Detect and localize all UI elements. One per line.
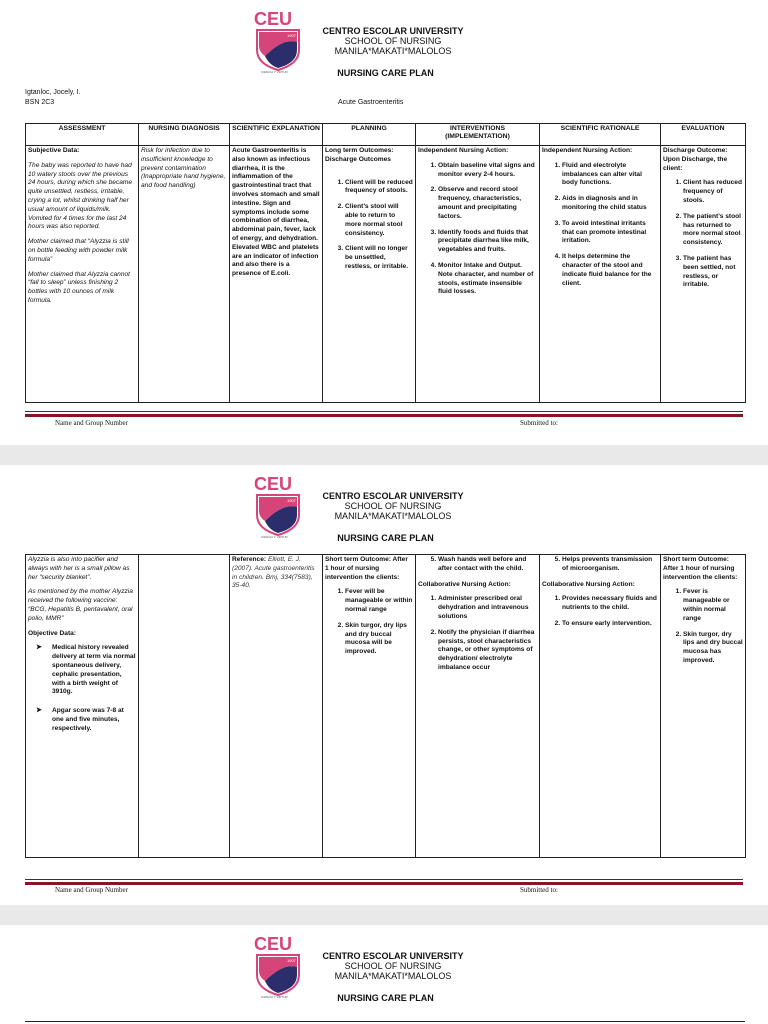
page-1 (0, 0, 768, 445)
student-section: BSN 2C3 (25, 99, 55, 106)
footer-rule (25, 882, 743, 885)
interventions-cell (416, 555, 540, 858)
planning-cell (323, 146, 416, 403)
col-scientific-rationale: SCIENTIFIC RATIONALE (540, 124, 661, 146)
list-item: 2. Skin turgor, dry lips and dry buccal mucosa will be improved. (345, 622, 413, 657)
list-item: 3. Identify foods and fluids that precipitate diarrhea like milk, vegetables and fruits. (438, 229, 537, 255)
plan-title: NURSING CARE PLAN (337, 533, 434, 543)
table-row (26, 555, 746, 858)
care-plan-table (25, 123, 746, 403)
page-header (0, 0, 768, 100)
evaluation-heading: Short term Outcome: After 1 hour of nursing intervention the clients: (663, 556, 738, 581)
ceu-logo (253, 473, 303, 539)
logo-motto: CIENCIA Y VIRTUD (261, 535, 288, 539)
campuses: MANILA*MAKATI*MALOLOS (334, 46, 452, 56)
evaluation-heading: Discharge Outcome: Upon Discharge, the client: (663, 147, 728, 172)
student-info (25, 88, 81, 108)
evaluation-cell (661, 555, 746, 858)
campuses: MANILA*MAKATI*MALOLOS (334, 971, 452, 981)
list-item: ➤ Apgar score was 7-8 at one and five minutes, respectively. (34, 707, 136, 733)
col-planning: PLANNING (323, 124, 416, 146)
assessment-para: As mentioned by the mother Alyzzia received the following vaccine: “BCG, Hepatitis B, pentavalent, oral polio, MMR” (28, 588, 133, 622)
footer-submitted-to: Submitted to: (520, 886, 558, 894)
page-header (0, 925, 768, 1024)
rationale-heading: Independent Nursing Action: (542, 147, 633, 154)
logo-year: 1907 (287, 958, 296, 963)
list-item: 1. Client has reduced frequency of stools. (683, 179, 743, 205)
student-name: Igtanloc, Jocely, I. (25, 89, 81, 96)
rationale-collab-heading: Collaborative Nursing Action: (542, 580, 635, 588)
footer-rule (25, 879, 743, 880)
objective-heading: Objective Data: (28, 629, 77, 637)
rationale-cell (540, 555, 661, 858)
reference-cell (230, 555, 323, 858)
list-item: 4. It helps determine the character of the stool and indicate fluid balance for the client. (562, 253, 658, 288)
explanation-cell: Acute Gastroenteritis is also known as infectious diarrhea, it is the inflammation of the gastrointestinal tract that involves stomach and small intestine. Sign and symptoms include some combination of diarrhea, abdominal pain, fever, lack of energy, and dehydration. Elevated WBC and platelets are an indicator of infection and also there is a presence of E.coli. (230, 146, 323, 403)
list-item: 1. Fever will be manageable or within normal range (345, 588, 413, 614)
diagnosis-cell (139, 555, 230, 858)
col-nursing-diagnosis: NURSING DIAGNOSIS (139, 124, 230, 146)
assessment-para: The baby was reported to have had 10 watery stools over the previous 24 hours, during which she became quite unsettled, restless, irritable, crying a lot, whilst drinking half her usual amount of liquids/milk. Vomited for 4 times for the last 24 hours was also reported. (28, 161, 133, 231)
assessment-para: Mother claimed that “Alyzzia is still on bottle feeding with powder milk formula” (28, 238, 129, 263)
col-interventions: INTERVENTIONS (IMPLEMENTATION) (416, 124, 540, 146)
list-item: 1. Administer prescribed oral dehydration and intravenous solutions (438, 595, 537, 621)
assessment-para: Alyzzia is also into pacifier and always with her is a small pillow as her “security blanket”. (28, 556, 130, 581)
list-item: 1. Fluid and electrolyte imbalances can alter vital body functions. (562, 162, 658, 188)
diagnosis-cell: Risk for infection due to insufficient knowledge to prevent contamination (Inappropriate hand hygiene, and food handling) (139, 146, 230, 403)
logo-motto: CIENCIA Y VIRTUD (261, 70, 288, 74)
reference-label: Reference: (232, 556, 267, 563)
school-name: SCHOOL OF NURSING (344, 961, 442, 971)
university-name: CENTRO ESCOLAR UNIVERSITY (322, 491, 464, 501)
school-info (313, 491, 473, 521)
list-item: 3. To avoid intestinal irritants that can promote intestinal irritation. (562, 220, 658, 246)
subjective-heading: Subjective Data: (28, 147, 80, 154)
planning-heading: Long term Outcomes: Discharge Outcomes (325, 147, 394, 163)
plan-title: NURSING CARE PLAN (337, 68, 434, 78)
logo-text: CEU (254, 934, 293, 954)
planning-cell (323, 555, 416, 858)
list-item: 2. The patient’s stool has returned to more normal stool consistency. (683, 213, 743, 248)
ceu-logo (253, 933, 303, 999)
table-header-row (26, 124, 746, 146)
list-item: 3. Client will no longer be unsettled, restless, or irritable. (345, 245, 413, 271)
list-item: 2. Notify the physician if diarrhea persists, stool characteristics change, or other symptoms of dehydration/ electrolyte imbalance occur (438, 629, 537, 673)
list-item: ➤ Medical history revealed delivery at term via normal spontaneous delivery, cephalic presentation, with a birth weight of 3910g. (34, 644, 136, 697)
campuses: MANILA*MAKATI*MALOLOS (334, 511, 452, 521)
list-item: 3. The patient has been settled, not restless, or irritable. (683, 255, 743, 290)
list-item: 1. Provides necessary fluids and nutrients to the child. (562, 595, 658, 613)
assessment-para: Mother claimed that Alyzzia cannot “fall to sleep” unless finishing 2 bottles with 10 ounces of milk formula. (28, 270, 131, 304)
university-name: CENTRO ESCOLAR UNIVERSITY (322, 26, 464, 36)
logo-year: 1907 (287, 498, 296, 503)
list-item: 4. Monitor Intake and Output. Note character, and number of stools, estimate insensible fluid losses. (438, 262, 537, 297)
care-plan-table (25, 554, 746, 858)
interventions-cell (416, 146, 540, 403)
list-item: 1. Client will be reduced frequency of stools. (345, 179, 413, 197)
diagnosis-title: Acute Gastroenteritis (338, 99, 404, 106)
list-item: 5. Wash hands well before and after contact with the child. (438, 556, 537, 574)
footer-name-group: Name and Group Number (55, 419, 128, 427)
list-item: 5. Helps prevents transmission of microorganism. (562, 556, 658, 574)
table-top-border (25, 1021, 745, 1022)
school-name: SCHOOL OF NURSING (344, 501, 442, 511)
plan-title: NURSING CARE PLAN (337, 993, 434, 1003)
reference-text: Elliott, E. J. (2007). Acute gastroenteritis in children. Bmj, 334(7583), 35-40. (232, 556, 315, 590)
col-evaluation: EVALUATION (661, 124, 746, 146)
rationale-cell (540, 146, 661, 403)
footer-submitted-to: Submitted to: (520, 419, 558, 427)
school-info (313, 951, 473, 981)
interventions-heading: Independent Nursing Action: (418, 147, 509, 154)
logo-text: CEU (254, 474, 293, 494)
page-header (0, 465, 768, 565)
collab-heading: Collaborative Nursing Action: (418, 580, 511, 588)
col-scientific-explanation: SCIENTIFIC EXPLANATION (230, 124, 323, 146)
footer-name-group: Name and Group Number (55, 886, 128, 894)
planning-heading: Short term Outcome: After 1 hour of nursing intervention the clients: (325, 556, 408, 581)
page-3 (0, 925, 768, 1024)
school-info (313, 26, 473, 56)
evaluation-cell (661, 146, 746, 403)
footer-rule (25, 411, 743, 412)
table-row (26, 146, 746, 403)
list-item: 2. Client’s stool will able to return to more normal stool consistency. (345, 203, 413, 238)
footer-rule (25, 414, 743, 417)
logo-motto: CIENCIA Y VIRTUD (261, 995, 288, 999)
logo-text: CEU (254, 9, 293, 29)
col-assessment: ASSESSMENT (26, 124, 139, 146)
list-item: 1. Fever is manageable or within normal range (683, 588, 743, 623)
university-name: CENTRO ESCOLAR UNIVERSITY (322, 951, 464, 961)
logo-year: 1907 (287, 33, 296, 38)
ceu-logo (253, 8, 303, 74)
list-item: 2. Aids in diagnosis and in monitoring the child status (562, 195, 658, 213)
assessment-cell (26, 146, 139, 403)
list-item: 2. Observe and record stool frequency, characteristics, amount and precipitating factors. (438, 186, 537, 221)
list-item: 2. Skin turgor, dry lips and dry buccal mucosa has improved. (683, 631, 743, 666)
page-2 (0, 465, 768, 905)
school-name: SCHOOL OF NURSING (344, 36, 442, 46)
list-item: 1. Obtain baseline vital signs and monitor every 2-4 hours. (438, 162, 537, 180)
list-item: 2. To ensure early intervention. (562, 620, 658, 629)
assessment-cell (26, 555, 139, 858)
